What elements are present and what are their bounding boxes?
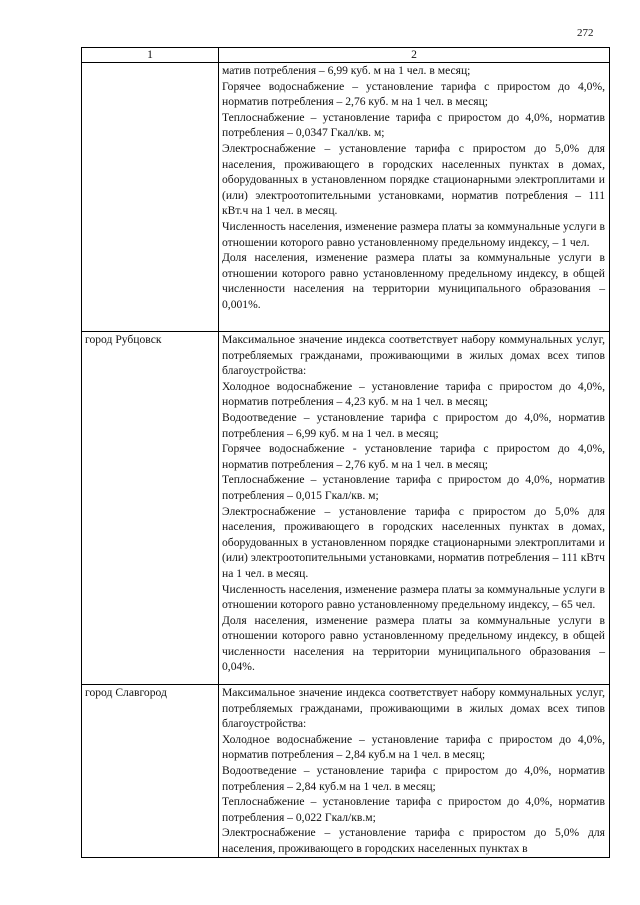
paragraph: Максимальное значение индекса соответствует набору коммунальных услуг, потребляемых гражданами, проживающими в жилых домах всех типов благоустройства: (222, 686, 605, 731)
paragraph: Электроснабжение – установление тарифа с приростом до 5,0% для населения, проживающего в городских населенных пунктах в домах, оборудованных в установленном порядке стационарными электроплитами и (или) электроотопительными установками, норматив потребления – 111 кВтч на 1 чел. в месяц. (222, 504, 605, 580)
tariff-table (81, 47, 610, 858)
paragraph: Максимальное значение индекса соответствует набору коммунальных услуг, потребляемых гражданами, проживающими в жилых домах всех типов благоустройства: (222, 333, 605, 378)
paragraph: Холодное водоснабжение – установление тарифа с приростом до 4,0%, норматив потребления – 4,23 куб. м на 1 чел. в месяц; (222, 379, 605, 409)
paragraph: Численность населения, изменение размера платы за коммунальные услуги в отношении которого равно установленному предельному индексу, – 1 чел. (222, 219, 605, 249)
table-header-row (82, 48, 610, 63)
paragraph: Доля населения, изменение размера платы за коммунальные услуги в отношении которого равно установленному предельному индексу, в общей численности населения на территории муниципального образования – 0,001%. (222, 251, 605, 311)
column-header-2: 2 (219, 48, 610, 63)
paragraph: Численность населения, изменение размера платы за коммунальные услуги в отношении которого равно установленному предельному индексу, – 65 чел. (222, 582, 605, 612)
city-cell (82, 63, 219, 332)
paragraph: Горячее водоснабжение – установление тарифа с приростом до 4,0%, норматив потребления – 2,76 куб. м на 1 чел. в месяц; (222, 79, 605, 109)
paragraph: Теплоснабжение – установление тарифа с приростом до 4,0%, норматив потребления – 0,0347 Гкал/кв. м; (222, 110, 605, 140)
city-cell: город Славгород (82, 685, 219, 858)
description-cell (219, 685, 610, 858)
description-cell (219, 332, 610, 685)
table-row (82, 63, 610, 332)
description-cell (219, 63, 610, 332)
paragraph: Теплоснабжение – установление тарифа с приростом до 4,0%, норматив потребления – 0,022 Гкал/кв.м; (222, 795, 605, 824)
page-number: 272 (577, 27, 594, 39)
paragraph: Электроснабжение – установление тарифа с приростом до 5,0% для населения, проживающего в городских населенных пунктах в домах, оборудованных в установленном порядке стационарными электроплитами и (или) электроотопительными установками, норматив потребления – 111 кВт.ч на 1 чел. в месяц. (222, 141, 605, 218)
paragraph: Электроснабжение – установление тарифа с приростом до 5,0% для населения, проживающего в городских населенных пунктах в (222, 826, 605, 855)
paragraph: Водоотведение – установление тарифа с приростом до 4,0%, норматив потребления – 6,99 куб. м на 1 чел. в месяц; (222, 410, 605, 440)
table-row (82, 332, 610, 685)
paragraph: матив потребления – 6,99 куб. м на 1 чел. в месяц; (222, 64, 471, 77)
city-cell: город Рубцовск (82, 332, 219, 685)
paragraph: Холодное водоснабжение – установление тарифа с приростом до 4,0%, норматив потребления – 2,84 куб.м на 1 чел. в месяц; (222, 732, 605, 762)
column-header-1: 1 (82, 48, 219, 63)
paragraph: Горячее водоснабжение - установление тарифа с приростом до 4,0%, норматив потребления – 2,76 куб. м на 1 чел. в месяц; (222, 442, 605, 471)
table-row (82, 685, 610, 858)
paragraph: Доля населения, изменение размера платы за коммунальные услуги в отношении которого равно установленному предельному индексу, в общей численности населения на территории муниципального образования – 0,04%. (222, 613, 605, 674)
paragraph: Теплоснабжение – установление тарифа с приростом до 4,0%, норматив потребления – 0,015 Гкал/кв. м; (222, 473, 605, 502)
paragraph: Водоотведение – установление тарифа с приростом до 4,0%, норматив потребления – 2,84 куб.м на 1 чел. в месяц; (222, 763, 605, 793)
